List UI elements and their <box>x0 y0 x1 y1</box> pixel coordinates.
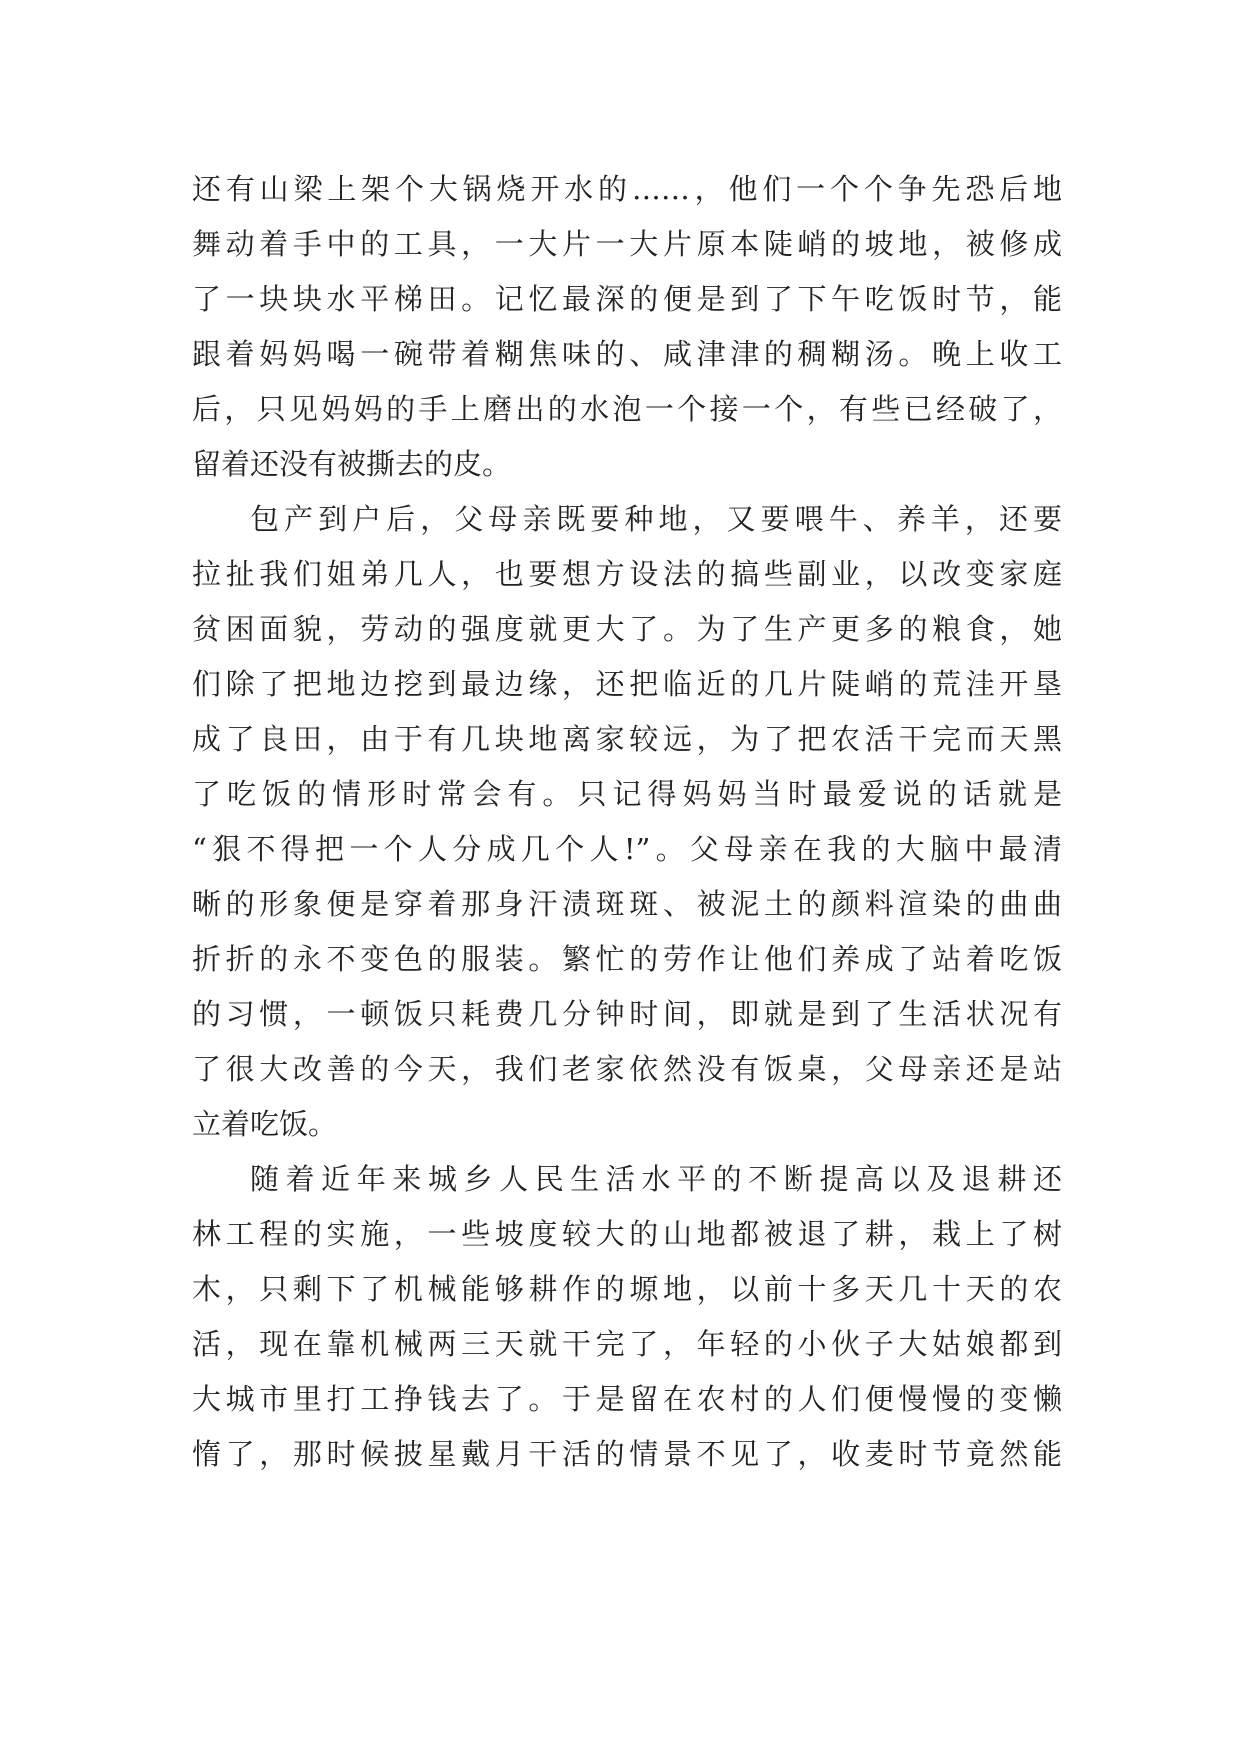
text-line: 立着吃饭。 <box>192 1107 338 1141</box>
text-line: 包产到户后，父母亲既要种地，又要喂牛、养羊，还要 <box>250 502 1062 536</box>
text-line: 木，只剩下了机械能够耕作的塬地，以前十多天几十天的农 <box>192 1272 1062 1306</box>
text-line: 随着近年来城乡人民生活水平的不断提高以及退耕还 <box>250 1162 1062 1196</box>
text-line: 了很大改善的今天，我们老家依然没有饭桌，父母亲还是站 <box>192 1052 1062 1086</box>
text-line: 跟着妈妈喝一碗带着糊焦味的、咸津津的稠糊汤。晚上收工 <box>192 337 1062 371</box>
text-line: 拉扯我们姐弟几人，也要想方设法的搞些副业，以改变家庭 <box>192 557 1062 591</box>
text-line: 了吃饭的情形时常会有。只记得妈妈当时最爱说的话就是 <box>192 777 1062 811</box>
text-line: 了一块块水平梯田。记忆最深的便是到了下午吃饭时节，能 <box>192 282 1062 316</box>
text-line: 贫困面貌，劳动的强度就更大了。为了生产更多的粮食，她 <box>192 612 1062 646</box>
text-line: 惰了，那时候披星戴月干活的情景不见了，收麦时节竟然能 <box>192 1437 1062 1471</box>
text-line: 们除了把地边挖到最边缘，还把临近的几片陡峭的荒洼开垦 <box>192 667 1062 701</box>
text-line: 活，现在靠机械两三天就干完了，年轻的小伙子大姑娘都到 <box>192 1327 1062 1361</box>
paragraph-3 <box>192 1152 1062 1482</box>
text-line: 大城市里打工挣钱去了。于是留在农村的人们便慢慢的变懒 <box>192 1382 1062 1416</box>
text-line: 晰的形象便是穿着那身汗渍斑斑、被泥土的颜料渲染的曲曲 <box>192 887 1062 921</box>
text-line: 舞动着手中的工具，一大片一大片原本陡峭的坡地，被修成 <box>192 227 1062 261</box>
paragraph-1 <box>192 162 1062 492</box>
text-line: 留着还没有被撕去的皮。 <box>192 447 512 481</box>
body-text <box>192 162 1062 1482</box>
text-line: “狠不得把一个人分成几个人!”。父母亲在我的大脑中最清 <box>192 832 1062 866</box>
text-line: 折折的永不变色的服装。繁忙的劳作让他们养成了站着吃饭 <box>192 942 1062 976</box>
text-line: 还有山梁上架个大锅烧开水的……，他们一个个争先恐后地 <box>192 172 1062 206</box>
text-line: 林工程的实施，一些坡度较大的山地都被退了耕，栽上了树 <box>192 1217 1062 1251</box>
paragraph-2 <box>192 492 1062 1152</box>
text-line: 的习惯，一顿饭只耗费几分钟时间，即就是到了生活状况有 <box>192 997 1062 1031</box>
text-line: 后，只见妈妈的手上磨出的水泡一个接一个，有些已经破了， <box>192 392 1062 426</box>
text-line: 成了良田，由于有几块地离家较远，为了把农活干完而天黑 <box>192 722 1062 756</box>
